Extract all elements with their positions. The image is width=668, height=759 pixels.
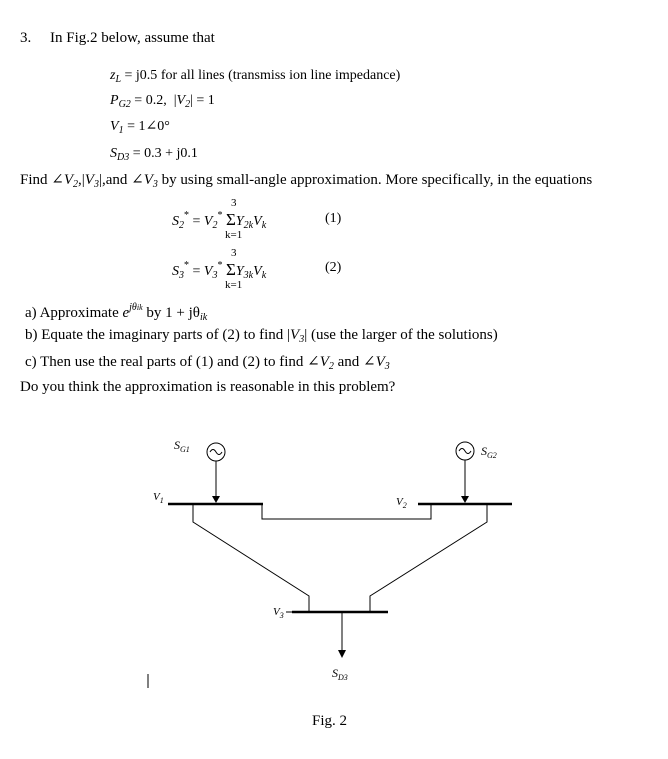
- v1-label: $V_1$: [153, 491, 164, 505]
- v3-label: $V_3$: [273, 606, 284, 620]
- part-c-text: c) Then use the real parts of (1) and (2) to find: [25, 354, 304, 370]
- part-b-tail: (use the larger of the solutions): [310, 327, 498, 343]
- v2-label: $V_2$: [396, 496, 407, 510]
- sd3-value: = 0.3 + j0.1: [132, 146, 198, 161]
- part-c-and: and: [337, 354, 360, 370]
- sd3-label: $S_{D3}$: [332, 666, 348, 682]
- problem-number: 3.: [20, 30, 32, 46]
- generator-2-wave: [459, 449, 471, 454]
- part-a: a) Approximate $e^{j\theta ik}$ by $1 + j\theta_{ik}$: [25, 302, 208, 323]
- zl-value: = j0.5: [124, 68, 158, 83]
- sg2-label: $S_{G2}$: [481, 444, 497, 460]
- part-b-text: b) Equate the imaginary parts of (2) to find: [25, 327, 284, 343]
- question: Do you think the approximation is reasonable in this problem?: [20, 379, 396, 395]
- part-a-text: a) Approximate: [25, 305, 119, 321]
- eq2-sum-bottom: k=1: [225, 279, 243, 291]
- eq1-label: (1): [325, 211, 342, 226]
- generator-1-wave: [210, 450, 222, 455]
- equation-2: $S_3^* = V_3^*$ $\Sigma Y_{3k}V_k$: [172, 260, 267, 281]
- eq1-sum-top: 3: [231, 197, 237, 209]
- line-1-3: [193, 504, 309, 611]
- part-c: c) Then use the real parts of (1) and (2) to find $\angle V_2$ and $\angle V_3$: [25, 354, 390, 372]
- pg2-value: = 0.2,: [134, 93, 167, 108]
- given-sd3: $S_{D3} = 0.3 + j0.1$: [110, 146, 198, 163]
- zl-note: for all lines (transmiss ion line impedance): [160, 68, 401, 83]
- figure-caption: Fig. 2: [312, 713, 348, 729]
- find-line: Find $\angle V_2,|V_3|,and$ $\angle V_3$ by using small-angle approximation. More specifically, in the equations: [20, 172, 593, 190]
- given-v1: $V_1$ = 1∠0°: [110, 119, 170, 136]
- eq2-label: (2): [325, 260, 342, 275]
- eq2-sum-top: 3: [231, 247, 237, 259]
- generator-1-arrowhead: [212, 496, 220, 503]
- line-2-3: [370, 504, 487, 611]
- eq1-sum-bottom: k=1: [225, 229, 243, 241]
- problem-intro: In Fig.2 below, assume that: [50, 30, 215, 46]
- find-text: by using small-angle approximation. More specifically, in the equations: [161, 172, 593, 188]
- part-b: b) Equate the imaginary parts of (2) to find $|V_3|$ (use the larger of the solutions): [25, 327, 498, 345]
- v2mag-value: = 1: [196, 93, 215, 108]
- v1-value: = 1∠0°: [127, 119, 170, 134]
- equation-1: $S_2^* = V_2^*$ $\Sigma Y_{2k}V_k$: [172, 210, 267, 231]
- load-arrowhead: [338, 650, 346, 658]
- find-and: ,and: [101, 172, 128, 188]
- given-pg2: $P_{G2} = 0.2$, $|V_2| = 1$: [110, 93, 215, 110]
- given-zl: $z_L = j0.5$ for all lines (transmiss ion line impedance): [110, 68, 401, 85]
- part-a-by: by 1 + jθ: [146, 305, 200, 321]
- find-prefix: Find: [20, 172, 48, 188]
- sg1-label: $S_{G1}$: [174, 438, 190, 454]
- generator-2-arrowhead: [461, 496, 469, 503]
